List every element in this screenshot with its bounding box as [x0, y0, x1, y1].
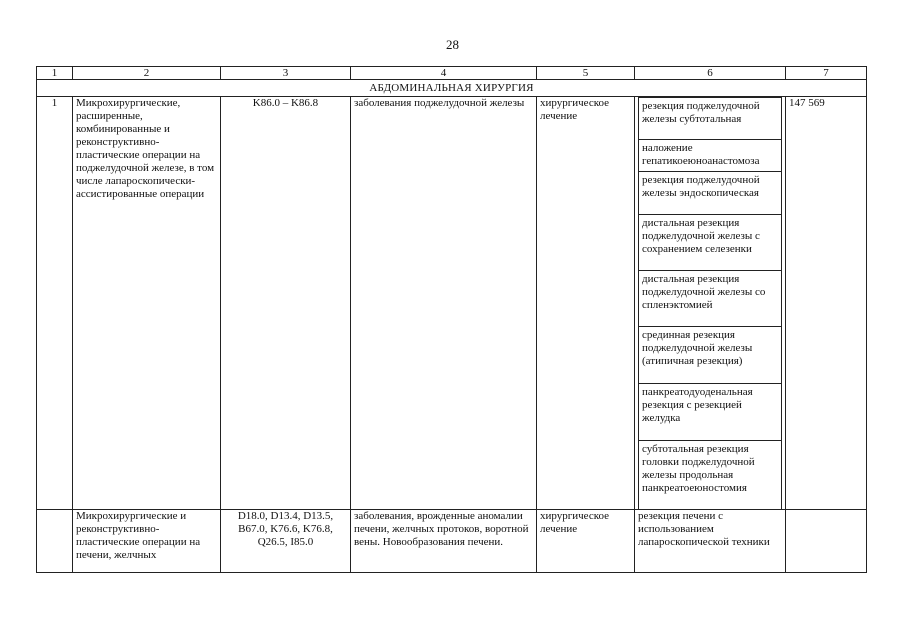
diagnosis: заболевания поджелудочной железы [351, 97, 537, 510]
column-number: 6 [635, 67, 786, 80]
section-title: АБДОМИНАЛЬНАЯ ХИРУРГИЯ [37, 80, 867, 97]
treatment-type: хирургическое лечение [537, 510, 635, 573]
method-item: резекция поджелудочной железы субтотальная [638, 97, 782, 140]
operation-group-name: Микрохирургические и реконструктивно-пластические операции на печени, желчных [73, 510, 221, 573]
price: 147 569 [786, 97, 867, 510]
method-item: панкреатодуоденальная резекция с резекцией желудка [638, 384, 782, 441]
method-item: резекция печени с использованием лапароскопической техники [635, 510, 786, 573]
diagnosis: заболевания, врожденные аномалии печени, желчных протоков, воротной вены. Новообразования печени. [351, 510, 537, 573]
services-table [36, 66, 867, 573]
method-item: наложение гепатикоеюноанастомоза [638, 140, 782, 172]
method-item: дистальная резекция поджелудочной железы со спленэктомией [638, 271, 782, 327]
row-number [37, 510, 73, 573]
column-number: 1 [37, 67, 73, 80]
method-item: субтотальная резекция головки поджелудочной железы продольная панкреатоеюностомия [638, 441, 782, 509]
row-number: 1 [37, 97, 73, 510]
section-row [37, 80, 867, 97]
column-number: 4 [351, 67, 537, 80]
method-item: дистальная резекция поджелудочной железы с сохранением селезенки [638, 215, 782, 271]
table-row [37, 510, 867, 573]
operation-group-name: Микрохирургические, расширенные, комбинированные и реконструктивно-пластические операции на поджелудочной железе, в том числе лапароскопически-ассистированные операции [73, 97, 221, 510]
diagnosis-codes: D18.0, D13.4, D13.5, B67.0, K76.6, K76.8, Q26.5, I85.0 [221, 510, 351, 573]
column-number: 5 [537, 67, 635, 80]
column-number-row [37, 67, 867, 80]
page-number: 28 [446, 37, 459, 52]
method-item: резекция поджелудочной железы эндоскопическая [638, 172, 782, 215]
column-number: 2 [73, 67, 221, 80]
table-row [37, 97, 867, 510]
diagnosis-codes: K86.0 – K86.8 [221, 97, 351, 510]
treatment-type: хирургическое лечение [537, 97, 635, 510]
method-item: срединная резекция поджелудочной железы (атипичная резекция) [638, 327, 782, 384]
column-number: 7 [786, 67, 867, 80]
column-number: 3 [221, 67, 351, 80]
treatment-methods [635, 97, 786, 510]
price [786, 510, 867, 573]
